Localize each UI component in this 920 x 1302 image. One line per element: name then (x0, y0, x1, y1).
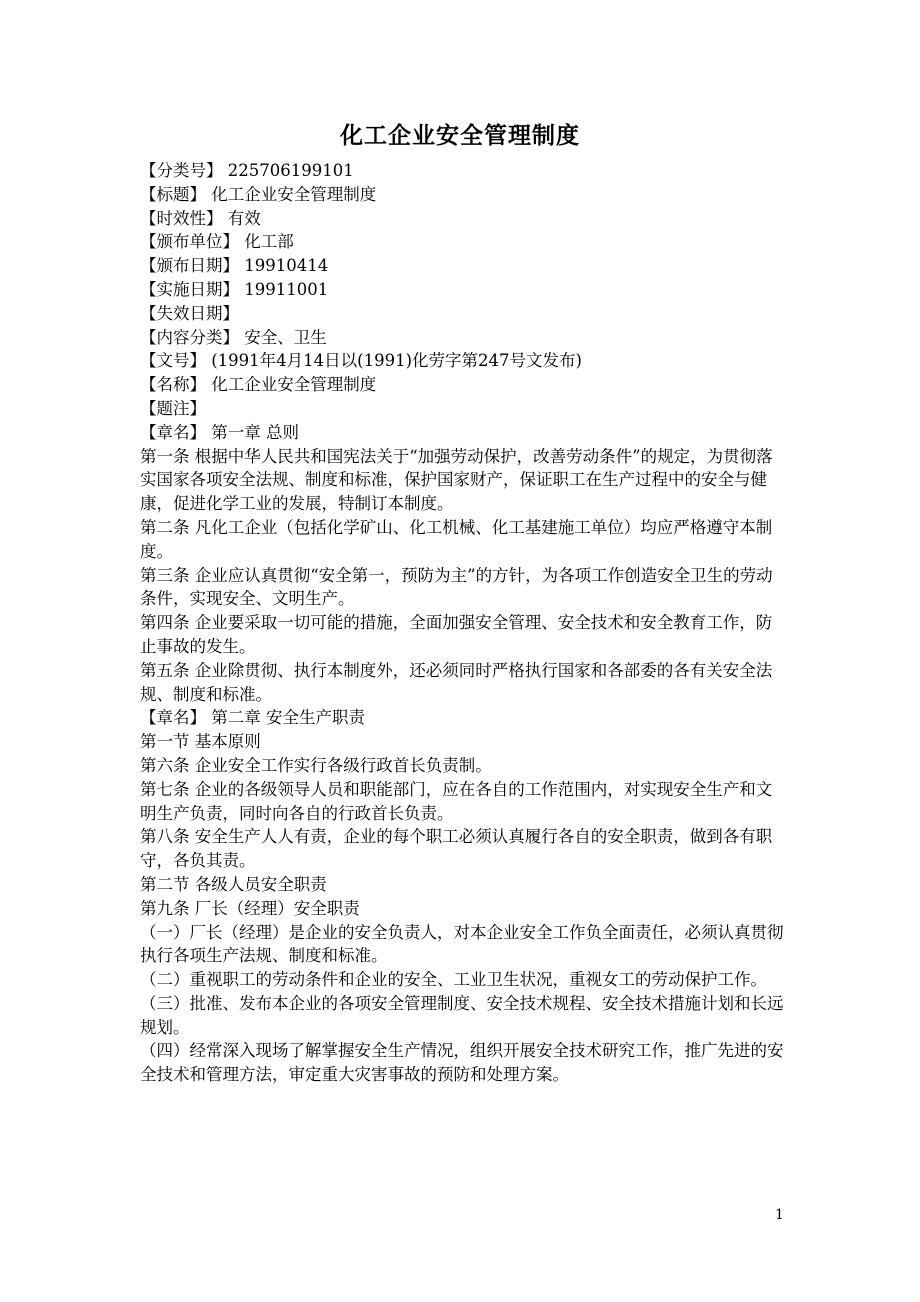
paragraph: 【章名】 第二章 安全生产职责 (140, 708, 365, 728)
paragraph: 【文号】 (1991年4月14日以(1991)化劳字第247号文发布) (140, 351, 582, 371)
paragraph: 第七条 企业的各级领导人员和职能部门，应在各自的工作范围内，对实现安全生产和文明生产负责，同时向各自的行政首长负责。 (140, 779, 773, 823)
paragraph: 第二节 各级人员安全职责 (140, 874, 327, 894)
paragraph: 第四条 企业要采取一切可能的措施，全面加强安全管理、安全技术和安全教育工作，防止事故的发生。 (140, 613, 773, 656)
document-body (140, 159, 784, 1087)
page-number: 1 (775, 1207, 784, 1223)
paragraph: 第九条 厂长（经理）安全职责 (140, 898, 360, 918)
paragraph: 第一节 基本原则 (140, 732, 261, 752)
paragraph: （二）重视职工的劳动条件和企业的安全、工业卫生状况，重视女工的劳动保护工作。 (140, 970, 767, 990)
paragraph: 第五条 企业除贯彻、执行本制度外，还必须同时严格执行国家和各部委的各有关安全法规、制度和标准。 (140, 660, 773, 704)
paragraph: 【章名】 第一章 总则 (140, 422, 299, 442)
paragraph: 【实施日期】 19911001 (140, 279, 329, 299)
paragraph: 第六条 企业安全工作实行各级行政首长负责制。 (140, 755, 492, 775)
paragraph: 【失效日期】 (140, 303, 239, 323)
paragraph: 【内容分类】 安全、卫生 (140, 327, 327, 347)
paragraph: 第八条 安全生产人人有责，企业的每个职工必须认真履行各自的安全职责，做到各有职守，各负其责。 (140, 827, 773, 871)
paragraph: 【分类号】 225706199101 (140, 161, 354, 180)
paragraph: （一）厂长（经理）是企业的安全负责人，对本企业安全工作负全面责任，必须认真贯彻执行各项生产法规、制度和标准。 (140, 922, 784, 966)
paragraph: 【名称】 化工企业安全管理制度 (140, 375, 377, 395)
paragraph: 【时效性】 有效 (140, 208, 261, 228)
paragraph: （三）批准、发布本企业的各项安全管理制度、安全技术规程、安全技术措施计划和长远规划。 (140, 993, 784, 1037)
paragraph: 【题注】 (140, 398, 206, 418)
paragraph: 【颁布单位】 化工部 (140, 232, 294, 252)
paragraph: 第三条 企业应认真贯彻“安全第一，预防为主”的方针，为各项工作创造安全卫生的劳动条件，实现安全、文明生产。 (140, 565, 773, 609)
paragraph: 第二条 凡化工企业（包括化学矿山、化工机械、化工基建施工单位）均应严格遵守本制度。 (140, 517, 773, 561)
document-title: 化工企业安全管理制度 (340, 123, 580, 149)
paragraph: 【颁布日期】 19910414 (140, 256, 329, 276)
paragraph: 第一条 根据中华人民共和国宪法关于“加强劳动保护，改善劳动条件”的规定，为贯彻落实国家各项安全法规、制度和标准，保护国家财产，保证职工在生产过程中的安全与健康，促进化学工业的发展，特制订本制度。 (140, 446, 773, 514)
paragraph: 【标题】 化工企业安全管理制度 (140, 184, 377, 204)
paragraph: （四）经常深入现场了解掌握安全生产情况，组织开展安全技术研究工作，推广先进的安全技术和管理方法，审定重大灾害事故的预防和处理方案。 (140, 1041, 784, 1085)
